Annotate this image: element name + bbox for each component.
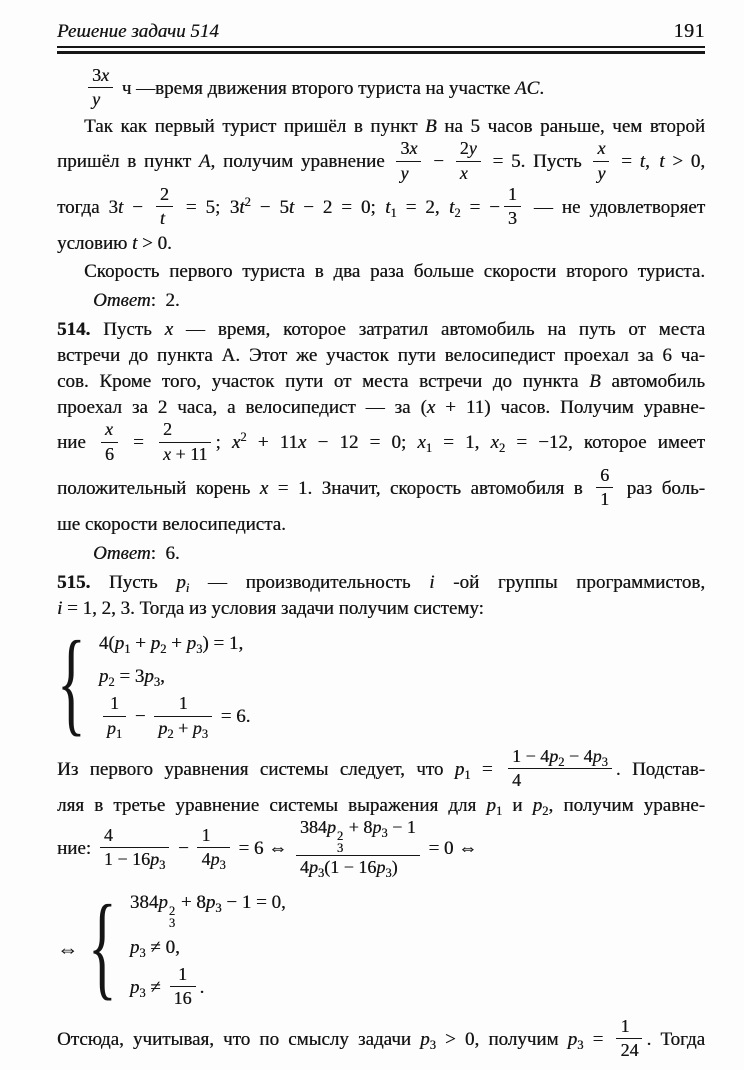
system-rows [130, 886, 286, 1013]
answer-line: Ответ: 2. [93, 290, 180, 312]
equivalence-arrow: ⇔ [57, 936, 78, 961]
math-fraction: $\frac{2y}{x}$ [456, 138, 481, 183]
text-line: Так как первый турист пришёл в пункт B на 5 часов раньше, чем второй [84, 116, 705, 138]
text-line: $\frac{3x}{y}$ ч —время движения второго туриста на участке AC. [57, 67, 705, 112]
math-fraction: $\frac{2}{t}$ [156, 184, 173, 229]
math-fraction: $\frac{2}{x + 11}$ [159, 419, 211, 464]
system-equation: $p_3 \ne 0$, [129, 936, 180, 960]
math-fraction: $\frac{1}{4p_3}$ [197, 825, 229, 870]
math-fraction: $\frac{1}{3}$ [504, 184, 521, 229]
math-fraction: $\frac{1 - 4p_2 - 4p_3}{4}$ [508, 746, 612, 791]
text-line: пришёл в пункт A, получим уравнение $\frac{3x}{y}$ − $\frac{2y}{x}$ = 5. Пусть $\frac{x}{y}$ = t, t > 0, [57, 138, 706, 183]
paragraph [57, 570, 705, 622]
system-equation: 384p 2 3 + $8p_3 - 1 = 0$, [129, 891, 286, 930]
paragraph [57, 67, 705, 112]
paragraph [57, 317, 705, 538]
text-line: тогда 3t − $\frac{2}{t}$ = 5; $3t^2 - 5t - 2 = 0$; $t_1 = 2$, $t_2$ = − $\frac{1}{3}$ — не удовлетворяет [57, 183, 706, 229]
math-fraction: $\frac{3x}{y}$ [396, 138, 421, 183]
math-fraction: $\frac{1}{p_2 + p_3}$ [154, 693, 212, 738]
system-equation: $4(p_1 + p_2 + p_3) = 1$, [98, 633, 244, 657]
math-fraction: $\frac{x}{y}$ [593, 138, 609, 183]
math-fraction: $\frac{3x}{y}$ [88, 65, 113, 110]
paragraph [57, 1015, 706, 1063]
text-line: Из первого уравнения системы следует, что $p_1$ = $\frac{1 - 4p_2 - 4p_3}{4}$ . Подстав- [57, 745, 706, 791]
paragraph [57, 259, 705, 285]
paragraph [57, 114, 705, 257]
problem-number: 514. [57, 319, 91, 341]
math-fraction: $\frac{1}{16}$ [170, 964, 196, 1009]
text-line: i = 1, 2, 3. Тогда из условия задачи получим систему: [57, 598, 484, 620]
text-line: Скорость первого туриста в два раза больше скорости второго туриста. [84, 261, 705, 283]
text-line: 515. Пусть $p_i$ — производительность i -ой группы программистов, [57, 572, 705, 596]
math-fraction: $\frac{6}{1}$ [596, 465, 613, 510]
math-fraction: 384p 2 3 + $8p_3 - 1$ $4p_3(1 - 16p_3)$ [296, 817, 420, 878]
text-line: ше скорости велосипедиста. [57, 514, 286, 536]
text-line: проехал за 2 часа, а велосипедист — за (x + 11) часов. Получим уравне- [57, 397, 705, 419]
paragraph [57, 745, 706, 881]
math-fraction: $\frac{4}{1 - 16p_3}$ [100, 825, 169, 870]
system-brace-icon: { [57, 617, 86, 747]
equation-system [57, 882, 705, 1013]
page-number: 191 [673, 20, 705, 42]
text-line: положительный корень x = 1. Значит, скорость автомобиля в $\frac{6}{1}$ раз боль- [57, 464, 705, 510]
math-fraction: $\frac{1}{p_1}$ [103, 693, 126, 738]
text-line: 514. Пусть x — время, которое затратил автомобиль на путь от места [57, 319, 706, 341]
text-line: Отсюда, учитывая, что по смыслу задачи $p_3 > 0$, получим $p_3$ = $\frac{1}{24}$ . Тогда [57, 1015, 706, 1061]
text-line: сов. Кроме того, участок пути от места встречи до пункта B автомобиль [57, 371, 705, 393]
page-header [57, 20, 705, 43]
text-line: ляя в третье уравнение системы выражения для $p_1$ и $p_2$, получим уравне- [57, 795, 706, 819]
running-title: Решение задачи 514 [57, 21, 219, 42]
equation-system [57, 617, 705, 747]
sup-sub-stack: 2 3 [336, 829, 344, 856]
problem-number: 515. [57, 572, 91, 594]
system-equation: $p_3$ ≠ $\frac{1}{16}$ . [129, 963, 205, 1008]
solution-text [57, 67, 705, 1063]
system-equation: $p_2 = 3p_3$, [98, 666, 165, 690]
text-line: условию t > 0. [57, 233, 172, 255]
sup-sub-stack: 2 3 [168, 903, 176, 930]
answer-line: Ответ: 6. [93, 543, 180, 565]
system-rows [99, 627, 251, 742]
text-line: ние: $\frac{4}{1 - 16p_3}$ − $\frac{1}{4p_3}$ = 6 ⇔ 384p 2 3 + $8p_3 - 1$ $4p_3(1 - 16p_3)$ = 0 ⇔ [57, 817, 478, 881]
system-brace-icon: { [88, 882, 117, 1011]
math-fraction: $\frac{1}{24}$ [616, 1016, 642, 1061]
header-rule [57, 46, 705, 54]
math-fraction: $\frac{x}{6}$ [101, 419, 118, 464]
text-line: ние $\frac{x}{6}$ = $\frac{2}{x + 11}$ ; $x^2 + 11x - 12 = 0$; $x_1 = 1$, $x_2 = -12$, которое имеет [57, 419, 706, 464]
system-equation: $\frac{1}{p_1}$ − $\frac{1}{p_2 + p_3}$ = 6. [99, 695, 251, 740]
text-line: встречи до пункта А. Этот же участок пути велосипедист проехал за 6 ча- [57, 345, 705, 367]
